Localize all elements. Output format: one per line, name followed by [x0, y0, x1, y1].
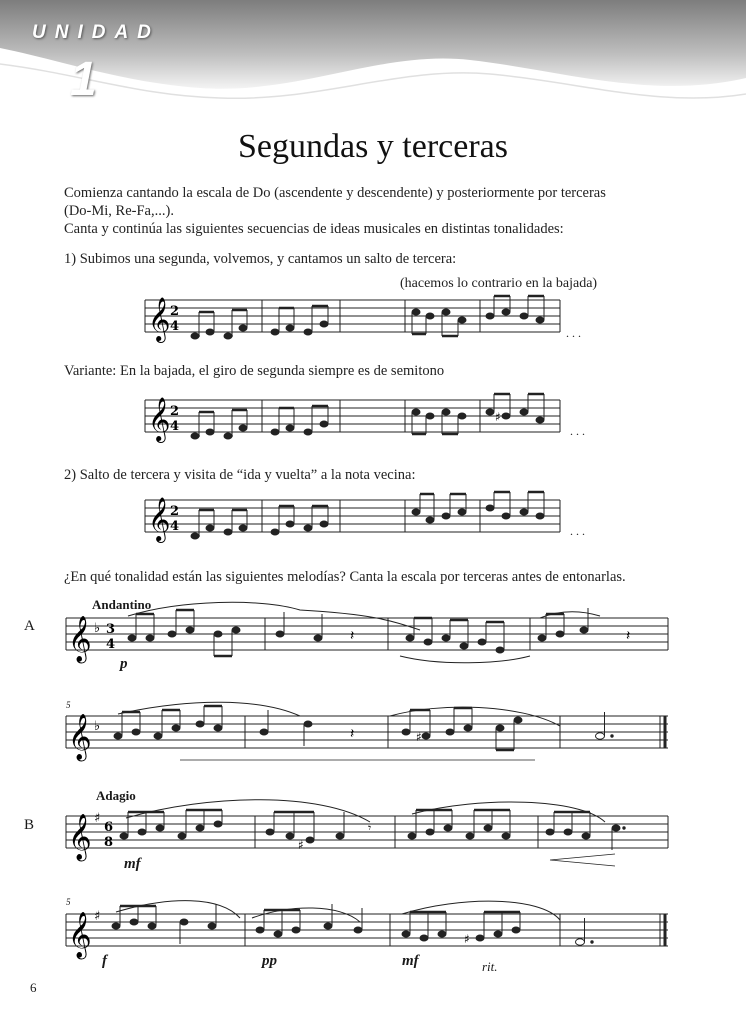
treble-clef-icon: 𝄞	[68, 814, 92, 860]
melody-b-dynamic-f: f	[102, 953, 107, 969]
time-sig-top: 2	[170, 404, 180, 419]
unit-label: UNIDAD	[32, 22, 160, 43]
time-sig-bottom: 4	[106, 637, 116, 652]
treble-clef-icon: 𝄞	[148, 497, 171, 541]
time-sig-top: 3	[106, 622, 116, 637]
variant-caption: Variante: En la bajada, el giro de segunda siempre es de semitono	[64, 363, 445, 379]
melody-b-system-1	[60, 798, 680, 878]
melody-b-bar-number: 5	[66, 897, 71, 907]
melody-b-system-2	[60, 896, 680, 976]
melody-b-dynamic-mf: mf	[124, 856, 141, 872]
exercise-1-note: (hacemos lo contrario en la bajada)	[400, 276, 598, 291]
time-sig-top: 2	[170, 504, 180, 519]
unit-header-banner	[0, 0, 746, 110]
melody-a-system-2	[60, 698, 680, 778]
sharp-icon: ♯	[416, 730, 422, 744]
exercise-2-staff	[140, 490, 570, 550]
melody-a-dynamic: p	[120, 656, 128, 672]
rest-icon: 𝄽	[350, 628, 355, 644]
notes-group	[112, 904, 593, 945]
exercise-2-caption: 2) Salto de tercera y visita de “ida y vuelta” a la nota vecina:	[64, 467, 416, 483]
melody-b-rit: rit.	[482, 959, 498, 974]
time-sig-top: 6	[104, 820, 114, 835]
notes-group	[191, 296, 544, 339]
rest-icon: 𝄽	[350, 726, 355, 742]
page-title: Segundas y terceras	[237, 128, 508, 165]
flat-icon: ♭	[94, 719, 101, 734]
key-question: ¿En qué tonalidad están las siguientes melodías? Canta la escala por terceras antes de entonarlas.	[64, 569, 626, 585]
rest-icon: 𝄾	[368, 821, 372, 835]
intro-line-2: (Do-Mi, Re-Fa,...).	[64, 203, 174, 219]
unit-number: 1	[70, 53, 97, 106]
time-sig-bottom: 8	[104, 835, 114, 850]
variant-staff	[140, 390, 570, 450]
melody-a-system-1	[60, 600, 680, 670]
sharp-icon: ♯	[94, 811, 101, 826]
time-sig-bottom: 4	[170, 419, 180, 434]
intro-line-3: Canta y continúa las siguientes secuencias de ideas musicales en distintas tonalidades:	[64, 221, 564, 237]
sharp-icon: ♯	[298, 838, 304, 852]
sharp-icon: ♯	[495, 410, 501, 424]
treble-clef-icon: 𝄞	[68, 912, 92, 958]
melody-b-dynamic-pp: pp	[262, 953, 277, 969]
melody-b-dynamic-mf-2: mf	[402, 953, 419, 969]
intro-line-1: Comienza cantando la escala de Do (ascendente y descendente) y posteriormente por terceras	[64, 185, 606, 201]
sharp-icon: ♯	[94, 909, 101, 924]
melody-b-label: B	[24, 817, 35, 833]
melody-a-bar-number: 5	[66, 700, 71, 710]
exercise-1-caption: 1) Subimos una segunda, volvemos, y cantamos un salto de tercera:	[64, 251, 457, 267]
page-number: 6	[30, 980, 37, 995]
notes-group	[114, 706, 613, 750]
rest-icon: 𝄽	[626, 628, 631, 644]
exercise-1-dots: ...	[566, 326, 584, 340]
treble-clef-icon: 𝄞	[148, 397, 171, 441]
exercise-1-staff	[140, 290, 570, 350]
time-sig-top: 2	[170, 304, 180, 319]
sharp-icon: ♯	[464, 932, 470, 946]
treble-clef-icon: 𝄞	[148, 297, 171, 341]
melody-b-tempo: Adagio	[96, 788, 136, 803]
treble-clef-icon: 𝄞	[68, 714, 92, 760]
header-wave-graphic	[0, 0, 746, 110]
treble-clef-icon: 𝄞	[68, 616, 92, 662]
variant-dots: ...	[570, 424, 588, 438]
flat-icon: ♭	[94, 621, 101, 636]
time-sig-bottom: 4	[170, 319, 180, 334]
time-sig-bottom: 4	[170, 519, 180, 534]
melody-a-label: A	[24, 618, 35, 634]
exercise-2-dots: ...	[570, 524, 588, 538]
melody-a-tempo: Andantino	[92, 597, 152, 612]
